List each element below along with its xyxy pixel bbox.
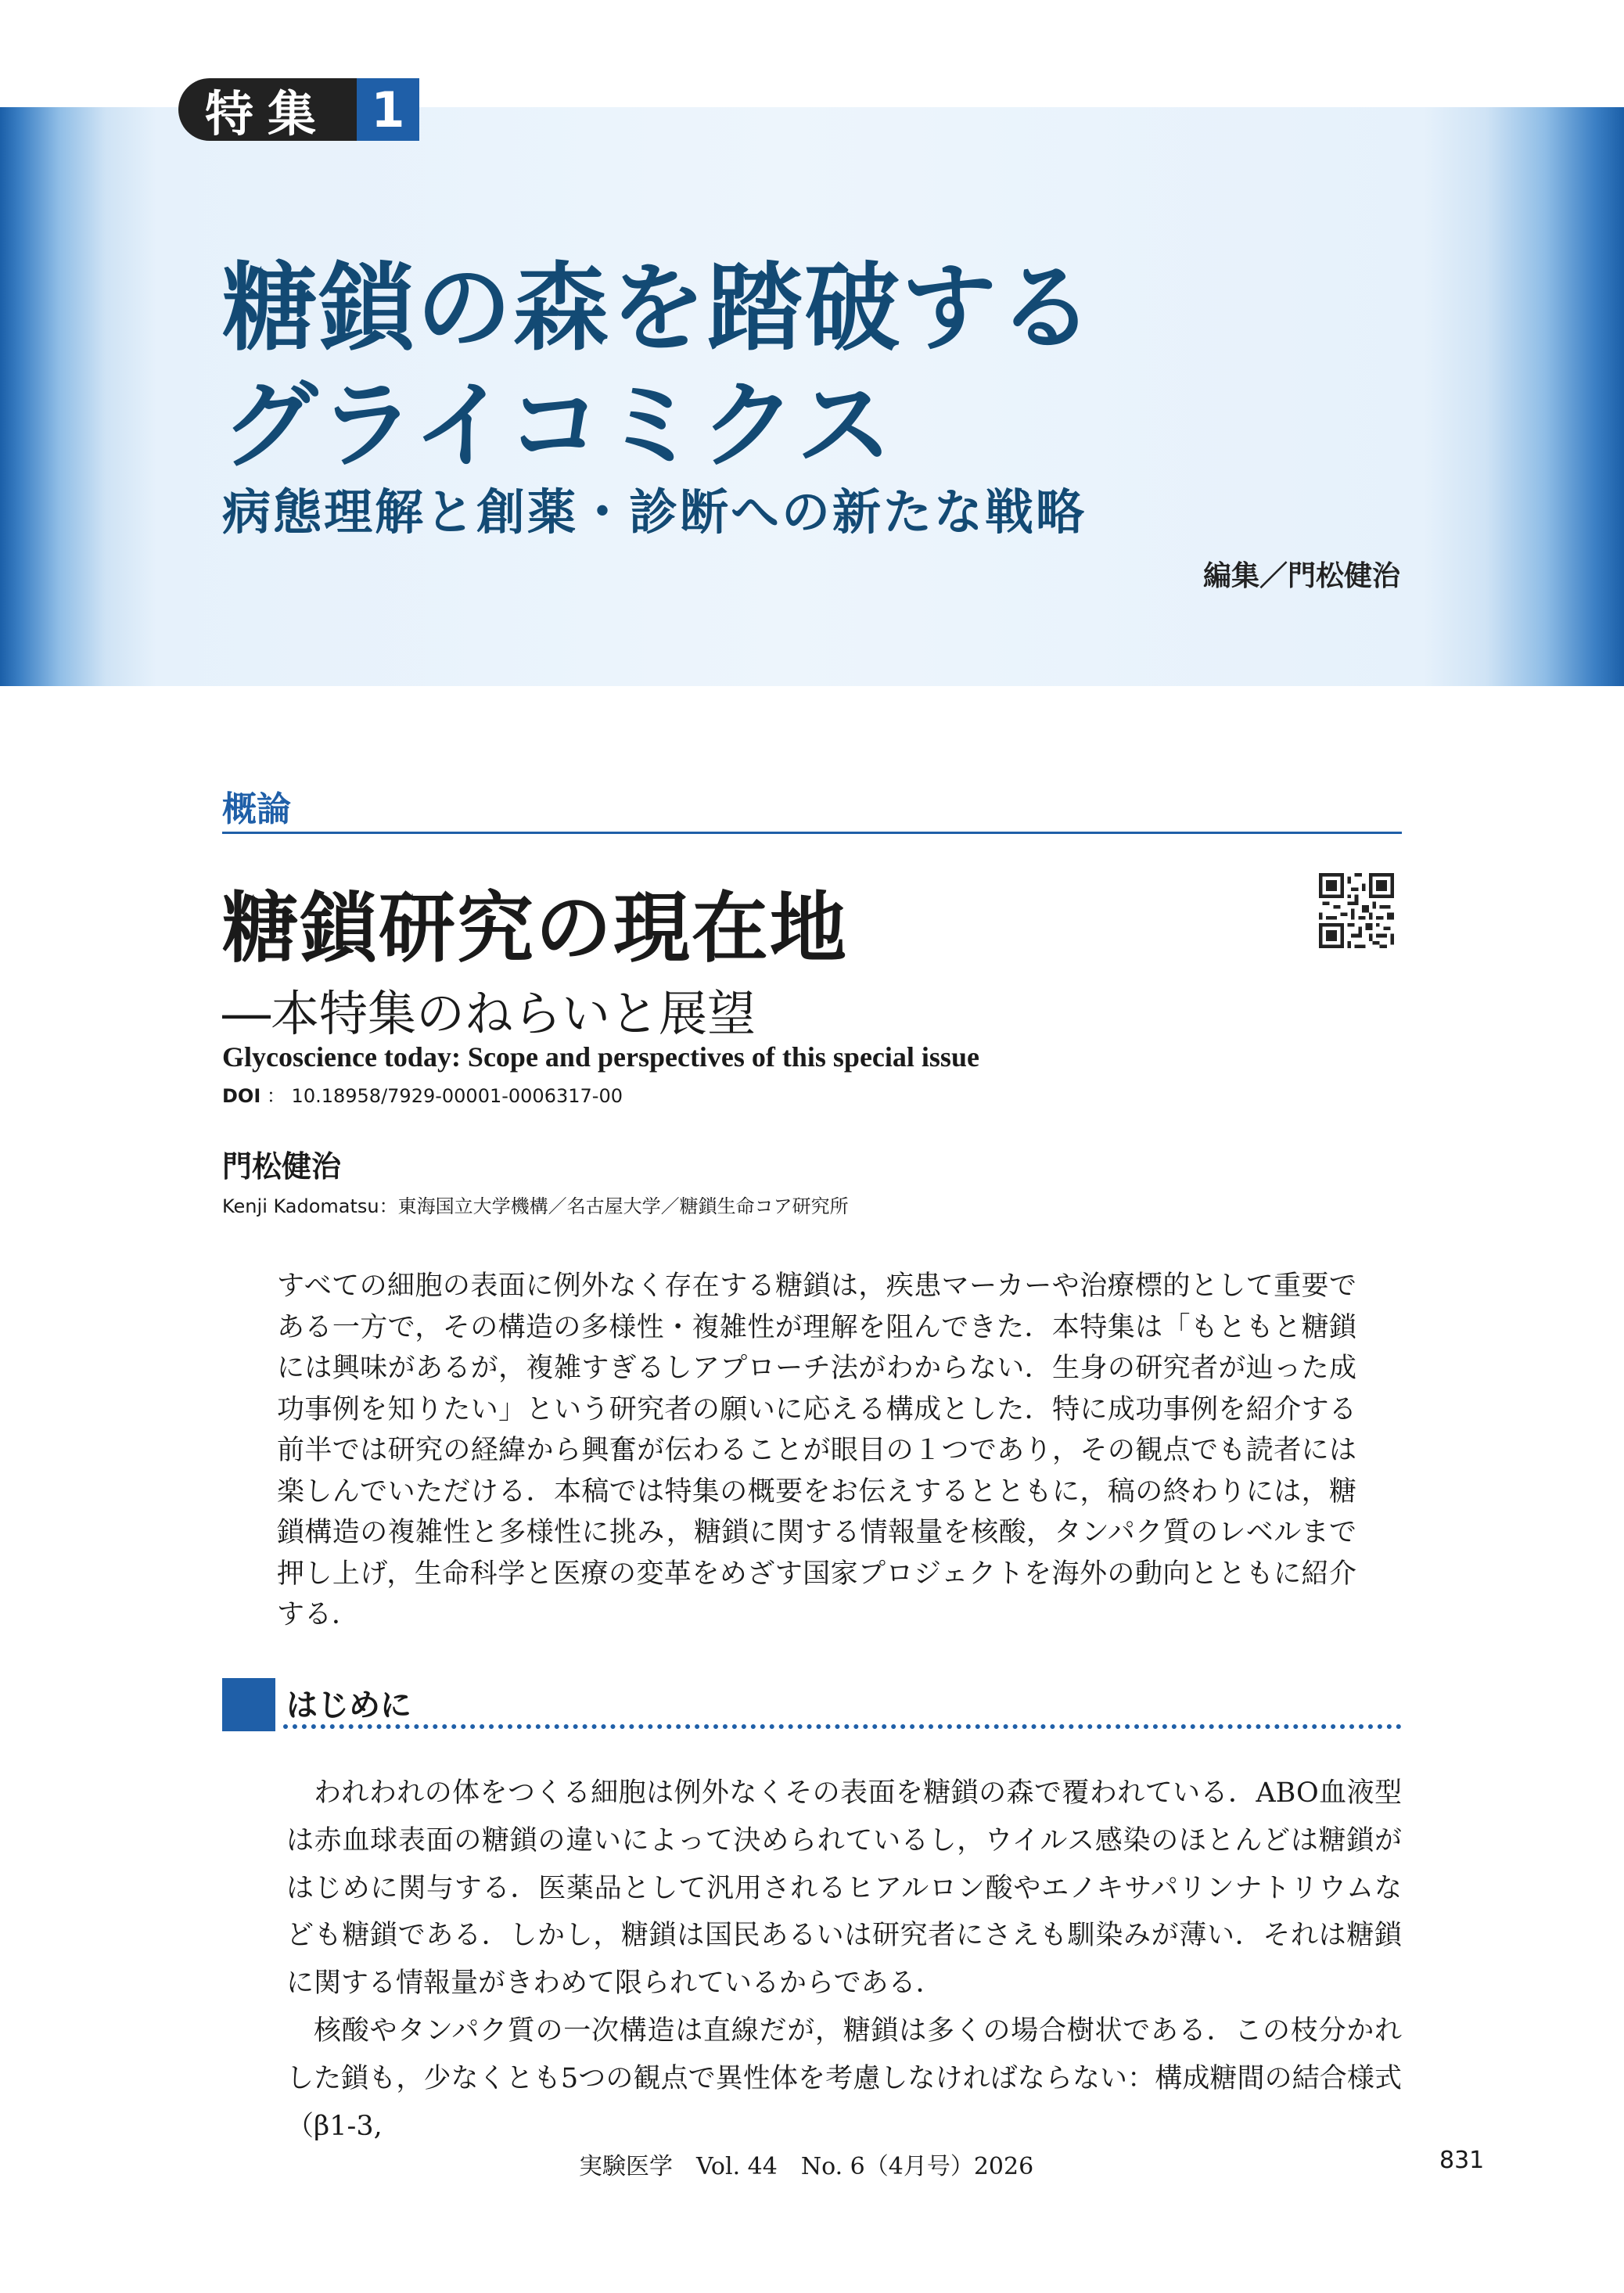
feature-tag xyxy=(178,78,419,141)
feature-tag-label: 特集 xyxy=(178,78,357,141)
body-text xyxy=(286,1770,1402,2150)
feature-title xyxy=(222,249,1095,483)
section-heading-marker xyxy=(222,1678,275,1731)
feature-subtitle: 病態理解と創薬・診断への新たな戦略 xyxy=(222,483,1087,541)
author-name: 門松健治 xyxy=(222,1149,342,1184)
body-paragraph: われわれの体をつくる細胞は例外なくその表面を糖鎖の森で覆われている．ABO血液型は赤血球表面の糖鎖の違いによって決められているし，ウイルス感染のほとんどは糖鎖がはじめに関与する．医薬品として汎用されるヒアルロン酸やエノキサパリンナトリウムなども糖鎖である．しかし，糖鎖は国民あるいは研究者にさえも馴染みが薄い．それは糖鎖に関する情報量がきわめて限られているからである． xyxy=(286,1777,1402,2000)
section-heading: はじめに xyxy=(286,1687,411,1723)
category-divider xyxy=(222,832,1402,834)
english-title: Glycoscience today: Scope and perspectives of this special issue xyxy=(222,1041,979,1073)
qr-code-icon[interactable] xyxy=(1319,873,1394,948)
article-title: 糖鎖研究の現在地 xyxy=(222,884,849,973)
section-heading-rule xyxy=(283,1724,1402,1729)
footer-journal: 実験医学 Vol. 44 No. 6（4月号）2026 xyxy=(579,2153,1034,2180)
feature-tag-number: 1 xyxy=(357,78,419,141)
doi-value[interactable]: 10.18958/7929-00001-0006317-00 xyxy=(291,1085,623,1107)
abstract: すべての細胞の表面に例外なく存在する糖鎖は，疾患マーカーや治療標的として重要である一方で，その構造の多様性・複雑性が理解を阻んできた．本特集は「もともと糖鎖には興味があるが，複雑すぎるしアプローチ法がわからない．生身の研究者が辿った成功事例を知りたい」という研究者の願いに応える構成とした．特に成功事例を紹介する前半では研究の経緯から興奮が伝わることが眼目の１つであり，その観点でも読者には楽しんでいただける．本稿では特集の概要をお伝えするとともに，稿の終わりには，糖鎖構造の複雑性と多様性に挑み，糖鎖に関する情報量を核酸，タンパク質のレベルまで押し上げ，生命科学と医療の変革をめざす国家プロジェクトを海外の動向とともに紹介する． xyxy=(277,1270,1356,1630)
feature-editor: 編集／門松健治 xyxy=(1202,560,1400,592)
feature-title-line1: 糖鎖の森を踏破する xyxy=(222,251,1095,364)
doi-label: DOI xyxy=(222,1085,261,1107)
body-paragraph: 核酸やタンパク質の一次構造は直線だが，糖鎖は多くの場合樹状である．この枝分かれした鎖も，少なくとも5つの観点で異性体を考慮しなければならない：構成糖間の結合様式（β1-3, xyxy=(286,2014,1402,2142)
author-affiliation: Kenji Kadomatsu：東海国立大学機構／名古屋大学／糖鎖生命コア研究所 xyxy=(222,1195,849,1217)
doi-line[interactable] xyxy=(222,1080,623,1108)
article-subtitle: ―本特集のねらいと展望 xyxy=(222,985,756,1042)
feature-title-line2: グライコミクス xyxy=(222,368,894,481)
article-category: 概論 xyxy=(222,789,291,829)
page-number: 831 xyxy=(1439,2147,1485,2174)
doi-separator: ： xyxy=(266,1085,286,1107)
